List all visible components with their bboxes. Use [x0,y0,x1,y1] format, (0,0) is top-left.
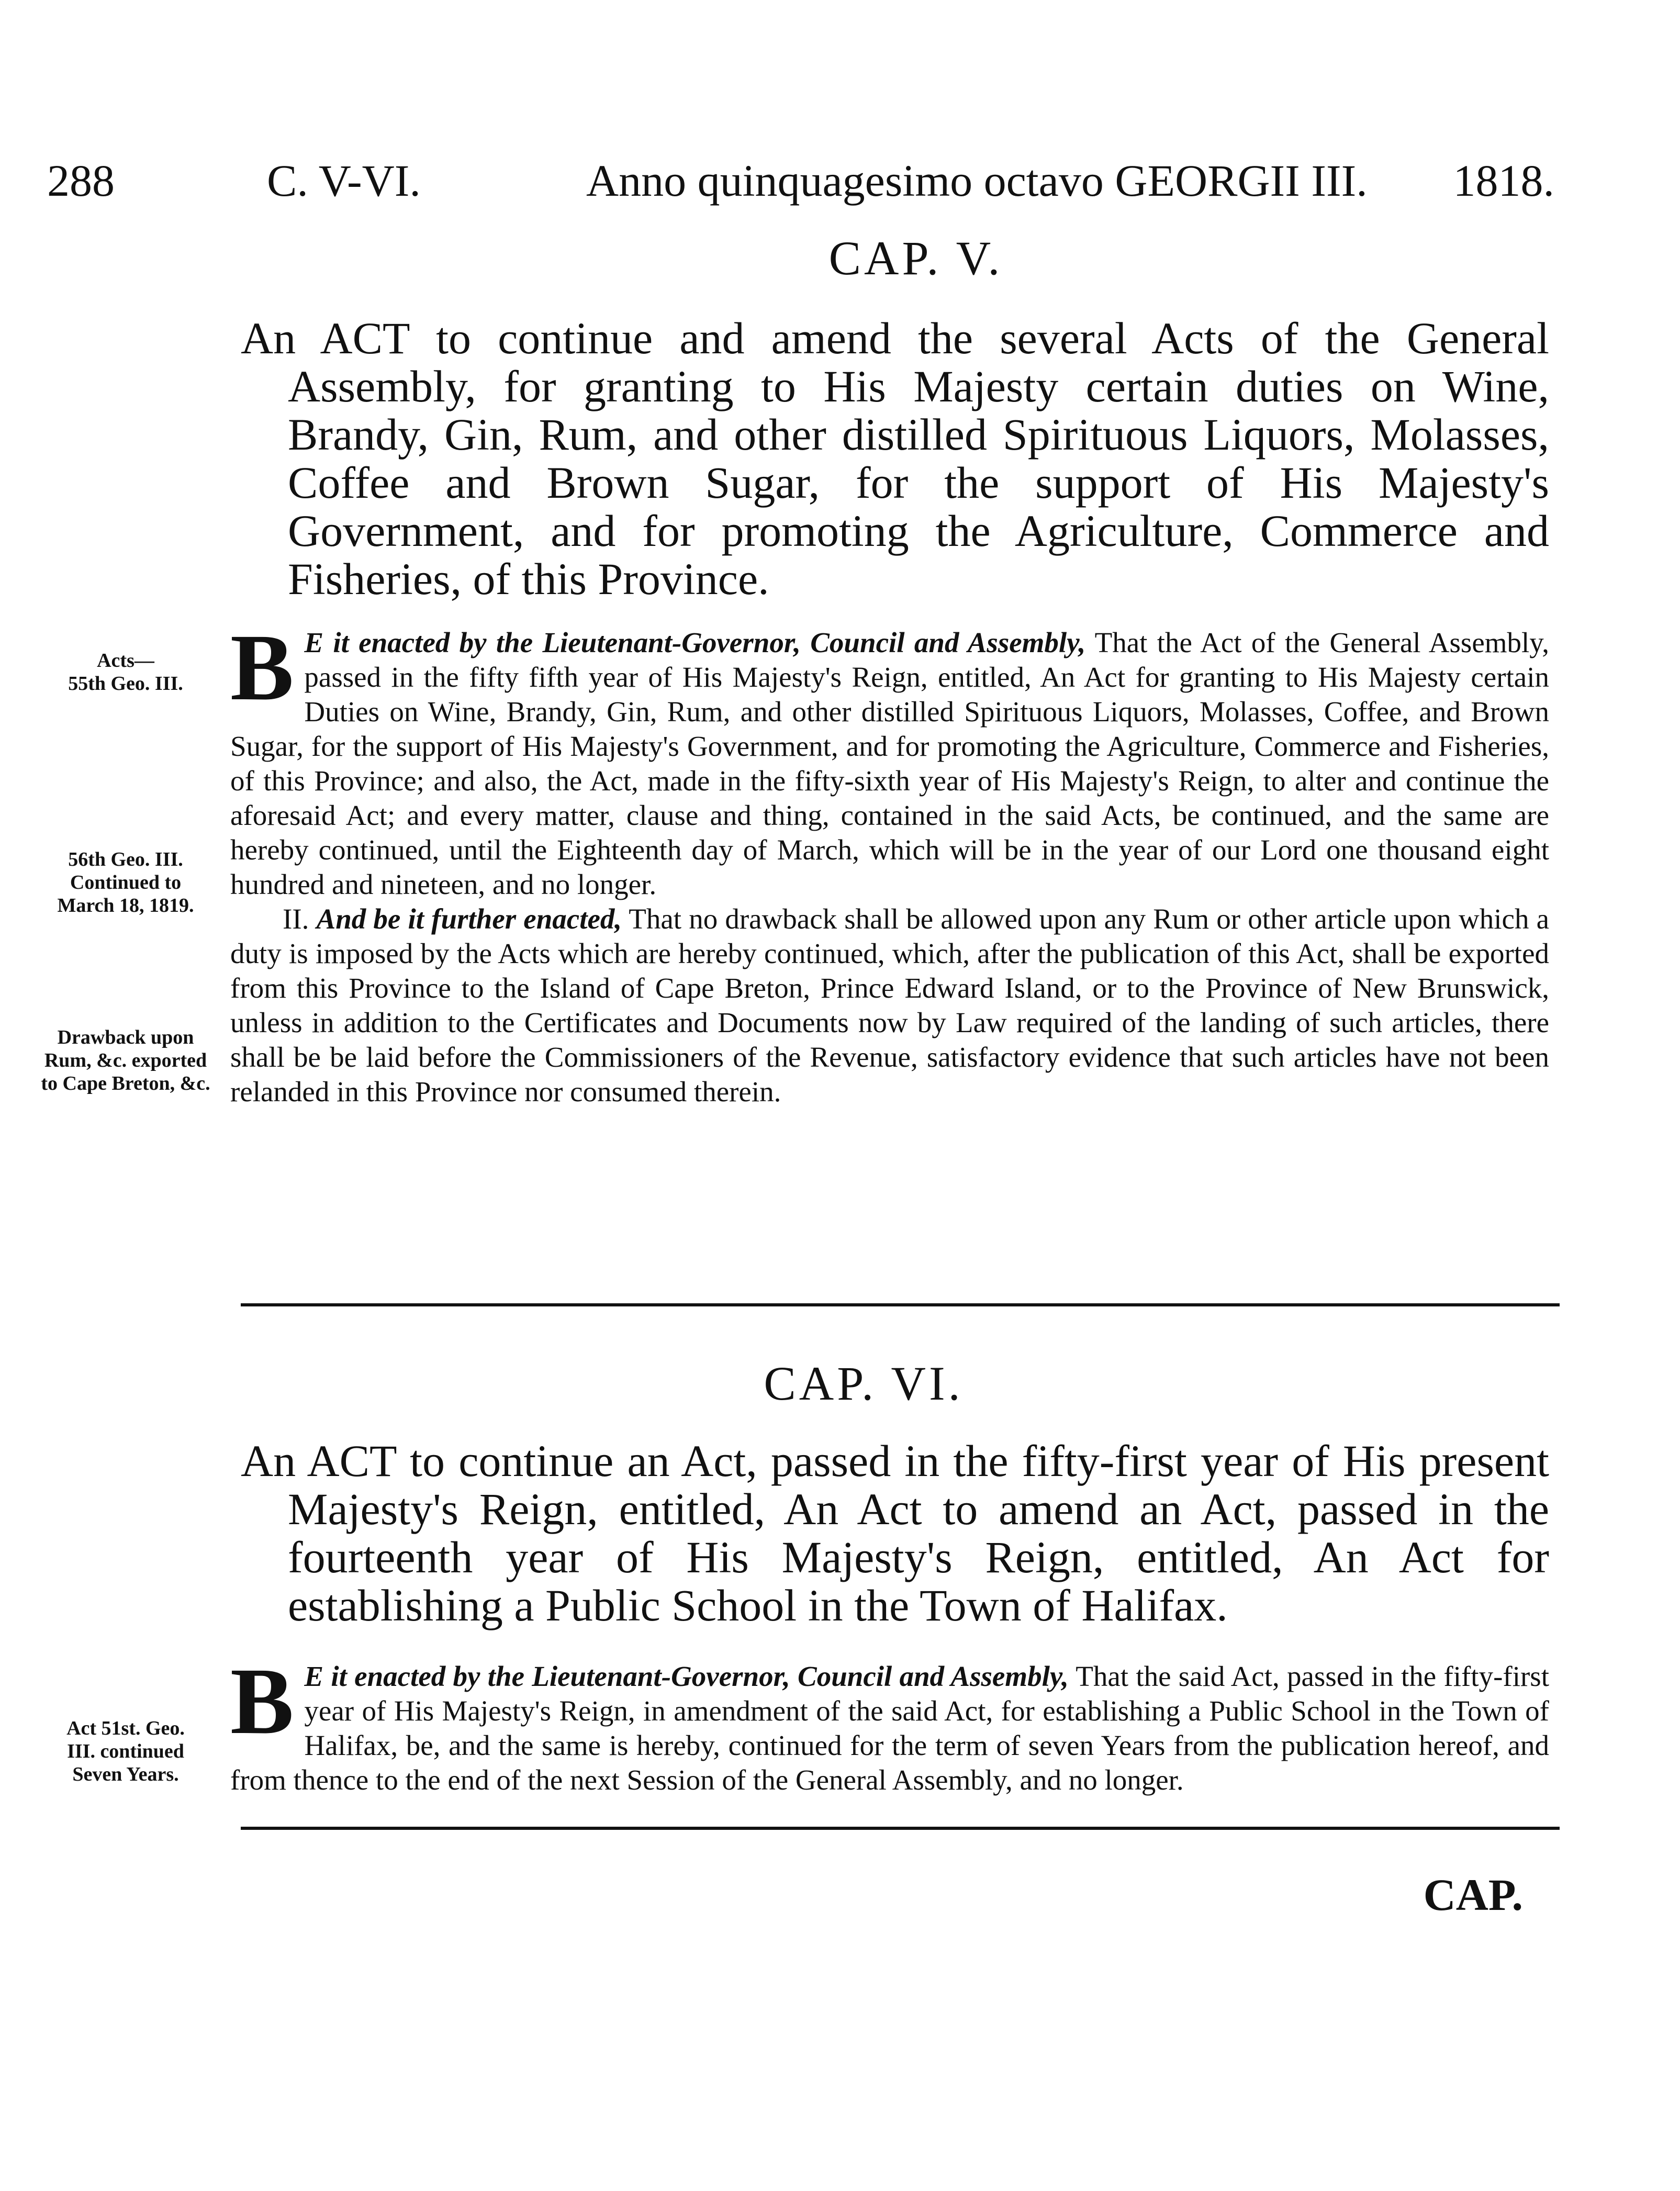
cap6-dropcap: B [230,1649,294,1754]
cap6-title [241,1437,1549,1629]
cap5-body [230,615,1550,1109]
header-year: 1818. [1453,155,1554,206]
cap6-body [230,1649,1549,1797]
cap5-title-text: An ACT to continue and amend the several Acts of the General Assembly, for granting to His Majesty certain duties on Wine, Brandy, Gin, Rum, and other distilled Spirituous Liquors, Molasses, Coffee and Brown Sugar, for the support of His Majesty's Government, and for promoting the Agriculture, Commerce and Fisheries, of this Province. [241,313,1549,604]
running-title: Anno quinquagesimo octavo GEORGII III. [586,155,1368,206]
cap5-section-2-label: II. [283,903,309,935]
catchword: CAP. [1423,1870,1523,1920]
cap5-section-1-text: That the Act of the General Assembly, passed in the fifty fifth year of His Majesty's Reign, entitled, An Act for granting to His Majesty certain Duties on Wine, Brandy, Gin, Rum, and other distilled Spirituous Liquors, Molasses, Coffee, and Brown Sugar, for the support of His Majesty's Government, and for promoting the Agriculture, Commerce and Fisheries, of this Province; and also, the Act, made in the fifty-sixth year of His Majesty's Reign, to alter and continue the aforesaid Act; and every matter, clause and thing, contained in the said Acts, be continued, and the same are hereby continued, until the Eighteenth day of March, which will be in the year of our Lord one thousand eight hundred and nineteen, and no longer. [230,627,1549,900]
cap6-margin-note-1: Act 51st. Geo. III. continued Seven Years. [66,1717,185,1785]
cap5-margin-note-1: Acts— 55th Geo. III. [68,650,183,695]
cap5-title [241,314,1549,603]
section-divider-2 [241,1827,1560,1830]
cap5-margin-note-3: Drawback upon Rum, &c. exported to Cape Breton, &c. [41,1026,210,1094]
cap5-section-1 [230,615,1549,902]
cap6-enacting-clause: E it enacted by the Lieutenant-Governor, Council and Assembly, [304,1660,1069,1692]
cap5-section-2 [230,902,1549,1109]
cap5-enacting-clause: E it enacted by the Lieutenant-Governor, Council and Assembly, [304,627,1086,658]
cap5-margin-note-2: 56th Geo. III. Continued to March 18, 1819. [57,848,194,916]
chapter-range: C. V-VI. [267,155,421,206]
cap5-section-2-text: That no drawback shall be allowed upon any Rum or other article upon which a duty is imposed by the Acts which are hereby continued, which, after the publication of this Act, shall be exported from this Province to the Island of Cape Breton, Prince Edward Island, or to the Province of New Brunswick, unless in addition to the Certificates and Documents now by Law required of the landing of such articles, there shall be be laid before the Commissioners of the Revenue, satisfactory evidence that such articles have not been relanded in this Province nor consumed therein. [230,903,1550,1108]
cap5-heading: CAP. V. [828,231,1003,285]
cap6-section-1-text: That the said Act, passed in the fifty-first year of His Majesty's Reign, in amendment of the said Act, for establishing a Public School in the Town of Halifax, be, and the same is hereby, continued for the term of seven Years from the publication hereof, and from thence to the end of the next Session of the General Assembly, and no longer. [230,1660,1549,1796]
section-divider-1 [241,1303,1560,1306]
cap5-section-2-enacting: And be it further enacted, [316,903,622,935]
page-number: 288 [47,155,115,206]
cap6-heading: CAP. VI. [764,1357,964,1410]
running-header [47,152,1554,209]
cap6-title-text: An ACT to continue an Act, passed in the fifty-first year of His present Majesty's Reign, entitled, An Act to amend an Act, passed in the fourteenth year of His Majesty's Reign, entitled, An Act for establishing a Public School in the Town of Halifax. [241,1436,1549,1630]
cap5-dropcap: B [230,615,294,720]
cap6-section-1 [230,1649,1549,1797]
